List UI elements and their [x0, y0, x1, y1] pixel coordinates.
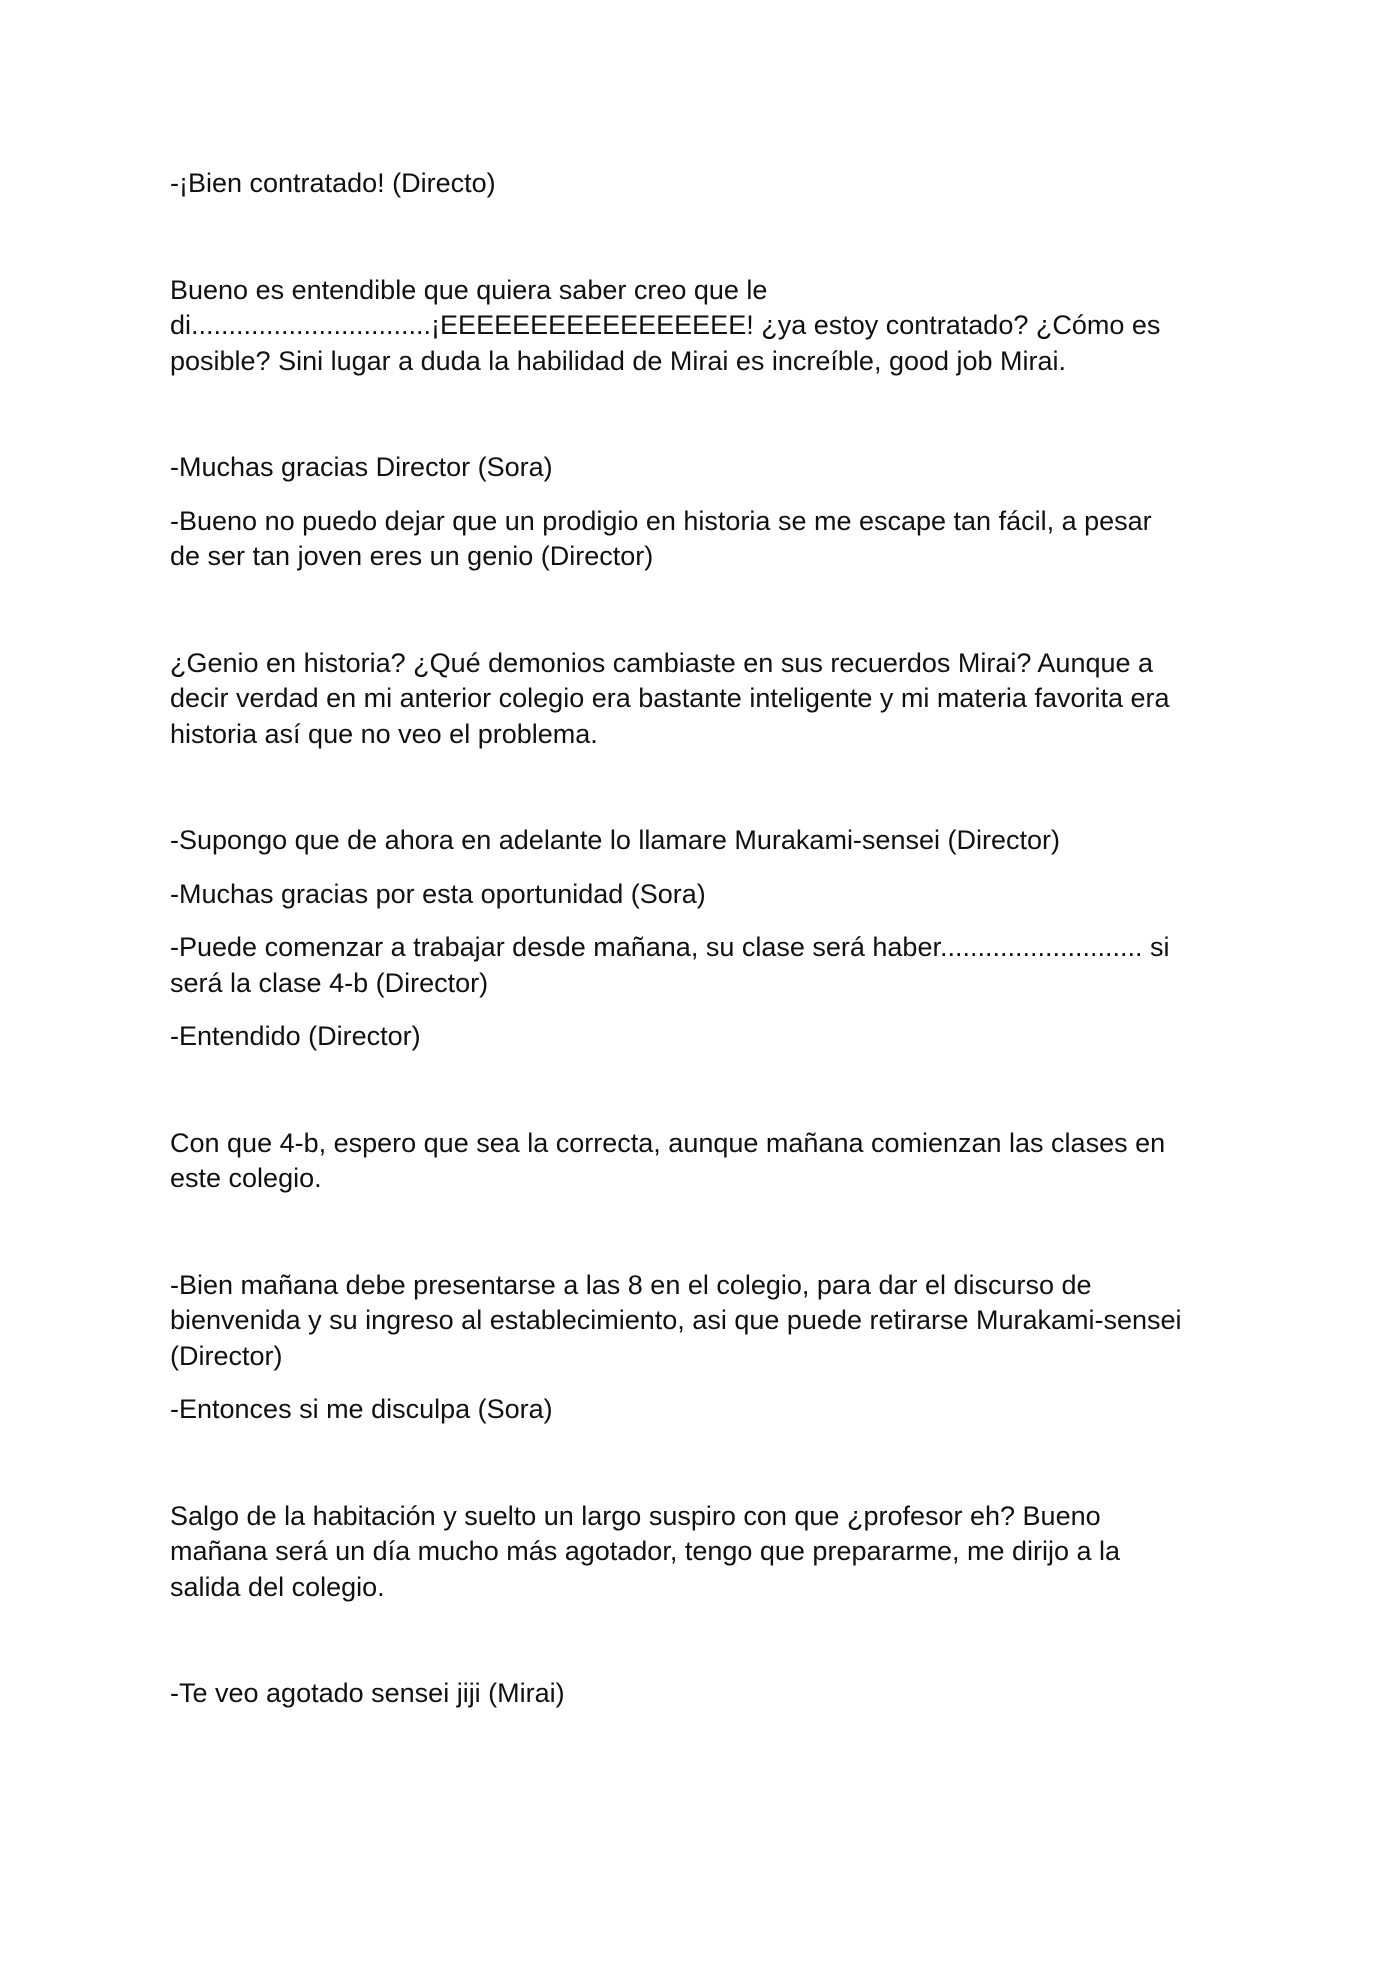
dialogue-line: -Puede comenzar a trabajar desde mañana, su clase será haber........................... si — [170, 932, 1170, 962]
dialogue-line: de ser tan joven eres un genio (Director) — [170, 541, 654, 571]
dialogue-line: -¡Bien contratado! (Directo) — [170, 168, 496, 198]
paragraph-line: posible? Sini lugar a duda la habilidad de Mirai es increíble, good job Mirai. — [170, 345, 1067, 376]
dialogue-line: -Entonces si me disculpa (Sora) — [170, 1394, 553, 1424]
dialogue-line: -Muchas gracias por esta oportunidad (Sora) — [170, 878, 706, 909]
dialogue-line: -Bueno no puedo dejar que un prodigio en historia se me escape tan fácil, a pesar — [170, 505, 1152, 536]
dialogue-line: -Entendido (Director) — [170, 1021, 421, 1051]
dialogue-line: será la clase 4-b (Director) — [170, 967, 489, 998]
paragraph-line: salida del colegio. — [170, 1571, 385, 1602]
document-body — [170, 166, 1240, 1712]
dialogue-line: bienvenida y su ingreso al establecimiento, asi que puede retirarse Murakami-sensei — [170, 1305, 1182, 1335]
dialogue-line: -Muchas gracias Director (Sora) — [170, 452, 553, 482]
paragraph-line: ¿Genio en historia? ¿Qué demonios cambiaste en sus recuerdos Mirai? Aunque a — [170, 647, 1154, 678]
dialogue-line: -Supongo que de ahora en adelante lo llamare Murakami-sensei (Director) — [170, 825, 1060, 855]
paragraph-line: Bueno es entendible que quiera saber creo que le — [170, 274, 768, 305]
dialogue-line: -Te veo agotado sensei jiji (Mirai) — [170, 1678, 565, 1708]
paragraph-line: este colegio. — [170, 1163, 322, 1193]
dialogue-line: -Bien mañana debe presentarse a las 8 en el colegio, para dar el discurso de — [170, 1269, 1092, 1300]
paragraph-line: di................................¡EEEEEEEEEEEEEEEEE! ¿ya estoy contratado? ¿Cómo es — [170, 310, 1161, 340]
paragraph-line: decir verdad en mi anterior colegio era bastante inteligente y mi materia favorita era — [170, 683, 1170, 713]
paragraph-line: historia así que no veo el problema. — [170, 718, 598, 749]
dialogue-line: (Director) — [170, 1340, 283, 1371]
paragraph-line: Salgo de la habitación y suelto un largo suspiro con que ¿profesor eh? Bueno — [170, 1500, 1101, 1531]
paragraph-line: mañana será un día mucho más agotador, tengo que prepararme, me dirijo a la — [170, 1536, 1121, 1566]
paragraph-line: Con que 4-b, espero que sea la correcta, aunque mañana comienzan las clases en — [170, 1127, 1166, 1158]
